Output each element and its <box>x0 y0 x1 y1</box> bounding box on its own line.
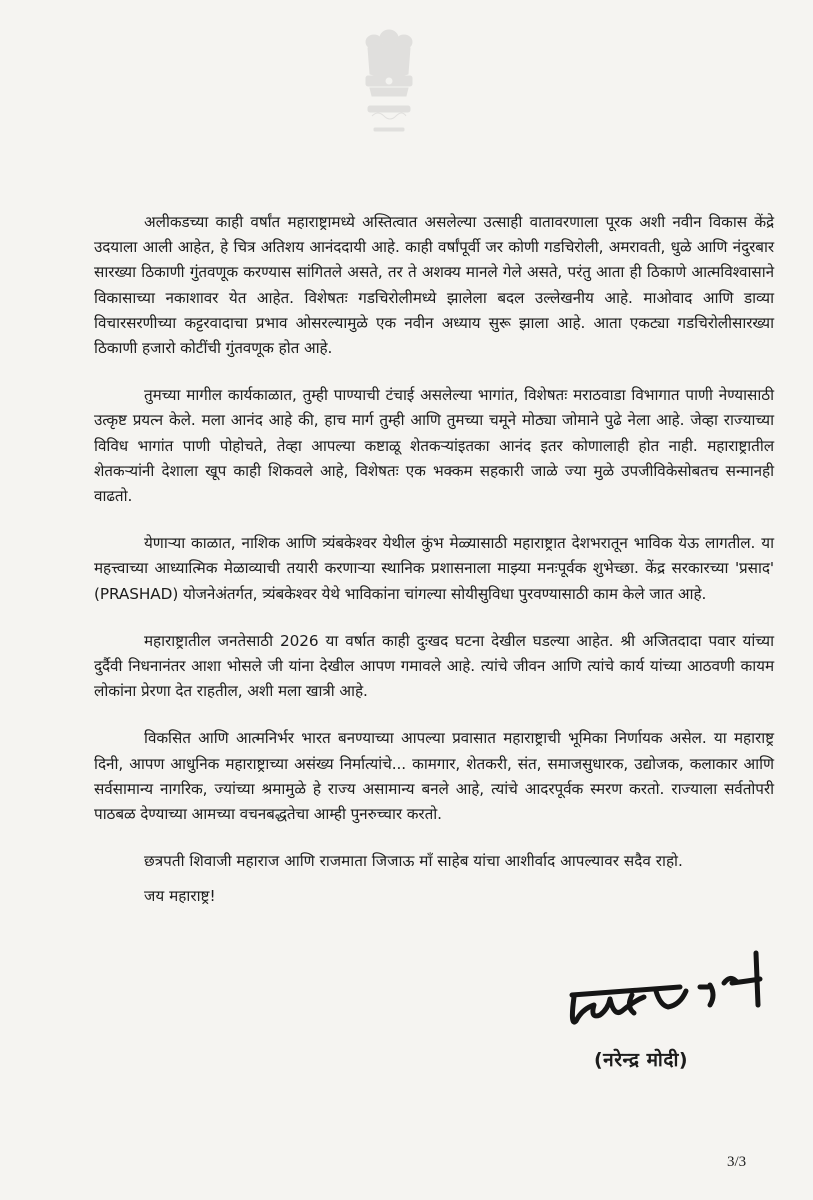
signatory-name: (नरेन्द्र मोदी) <box>594 1049 689 1071</box>
paragraph-water-farmers: तुमच्या मागील कार्यकाळात, तुम्ही पाण्याची टंचाई असलेल्या भागांत, विशेषतः मराठवाडा विभागात पाणी नेण्यासाठी उत्कृष्ट प्रयत्न केले. मला आनंद आहे की, हाच मार्ग तुम्ही आणि तुमच्या चमूने मोठ्या जोमाने पुढे नेला आहे. जेव्हा राज्याच्या विविध भागांत पाणी पोहोचते, तेव्हा आपल्या कष्टाळू शेतकऱ्यांइतका आनंद इतर कोणालाही होत नाही. महाराष्ट्रातील शेतकऱ्यांनी देशाला खूप काही शिकवले आहे, विशेषतः एक भक्कम सहकारी जाळे ज्या मुळे उपजीविकेसोबतच सन्मानही वाढतो. <box>94 386 774 506</box>
blessing-line: छत्रपती शिवाजी महाराज आणि राजमाता जिजाऊ माँ साहेब यांचा आशीर्वाद आपल्यावर सदैव राहो. <box>144 852 683 871</box>
salutation: जय महाराष्ट्र! <box>144 887 216 906</box>
letter-body <box>94 210 774 919</box>
paragraph-development-centres: अलीकडच्या काही वर्षांत महाराष्ट्रामध्ये अस्तित्वात असलेल्या उत्साही वातावरणाला पूरक अशी नवीन विकास केंद्रे उदयाला आली आहेत, हे चित्र अतिशय आनंददायी आहे. काही वर्षांपूर्वी जर कोणी गडचिरोली, अमरावती, धुळे आणि नंदुरबार सारख्या ठिकाणी गुंतवणूक करण्यास सांगितले असते, तर ते अशक्य मानले गेले असते, परंतु आता ही ठिकाणे आत्मविश्वासाने विकासाच्या नकाशावर येत आहेत. विशेषतः गडचिरोलीमध्ये झालेला बदल उल्लेखनीय आहे. माओवाद आणि डाव्या विचारसरणीच्या कट्टरवादाचा प्रभाव ओसरल्यामुळे एक नवीन अध्याय सुरू झाला आहे. आता एकट्या गडचिरोलीसारख्या ठिकाणी हजारो कोटींची गुंतवणूक होत आहे. <box>94 213 774 358</box>
paragraph-kumbh-mela: येणाऱ्या काळात, नाशिक आणि त्र्यंबकेश्वर येथील कुंभ मेळ्यासाठी महाराष्ट्रात देशभरातून भाविक येऊ लागतील. या महत्त्वाच्या आध्यात्मिक मेळाव्याची तयारी करणाऱ्या स्थानिक प्रशासनाला माझ्या मनःपूर्वक शुभेच्छा. केंद्र सरकारच्या 'प्रसाद' (PRASHAD) योजनेअंतर्गत, त्र्यंबकेश्वर येथे भाविकांना चांगल्या सोयीसुविधा पुरवण्यासाठी काम केले जात आहे. <box>94 534 774 603</box>
paragraph-maharashtra-day: विकसित आणि आत्मनिर्भर भारत बनण्याच्या आपल्या प्रवासात महाराष्ट्राची भूमिका निर्णायक असेल. या महाराष्ट्र दिनी, आपण आधुनिक महाराष्ट्राच्या असंख्य निर्मात्यांचे... कामगार, शेतकरी, संत, समाजसुधारक, उद्योजक, कलाकार आणि सर्वसामान्य नागरिक, ज्यांच्या श्रमामुळे हे राज्य असामान्य बनले आहे, त्यांचे आदरपूर्वक स्मरण करतो. राज्याला सर्वतोपरी पाठबळ देण्याच्या आमच्या वचनबद्धतेचा आम्ही पुनरुच्चार करतो. <box>94 729 774 824</box>
national-emblem-icon <box>354 22 424 150</box>
paragraph-condolences: महाराष्ट्रातील जनतेसाठी 2026 या वर्षात काही दुःखद घटना देखील घडल्या आहेत. श्री अजितदादा पवार यांच्या दुर्दैवी निधनानंतर आशा भोसले जी यांना देखील आपण गमावले आहे. त्यांचे जीवन आणि त्यांचे कार्य यांच्या आठवणी कायम लोकांना प्रेरणा देत राहतील, अशी मला खात्री आहे. <box>94 631 774 701</box>
signature-icon <box>560 935 780 1045</box>
page-number: 3/3 <box>727 1154 747 1170</box>
